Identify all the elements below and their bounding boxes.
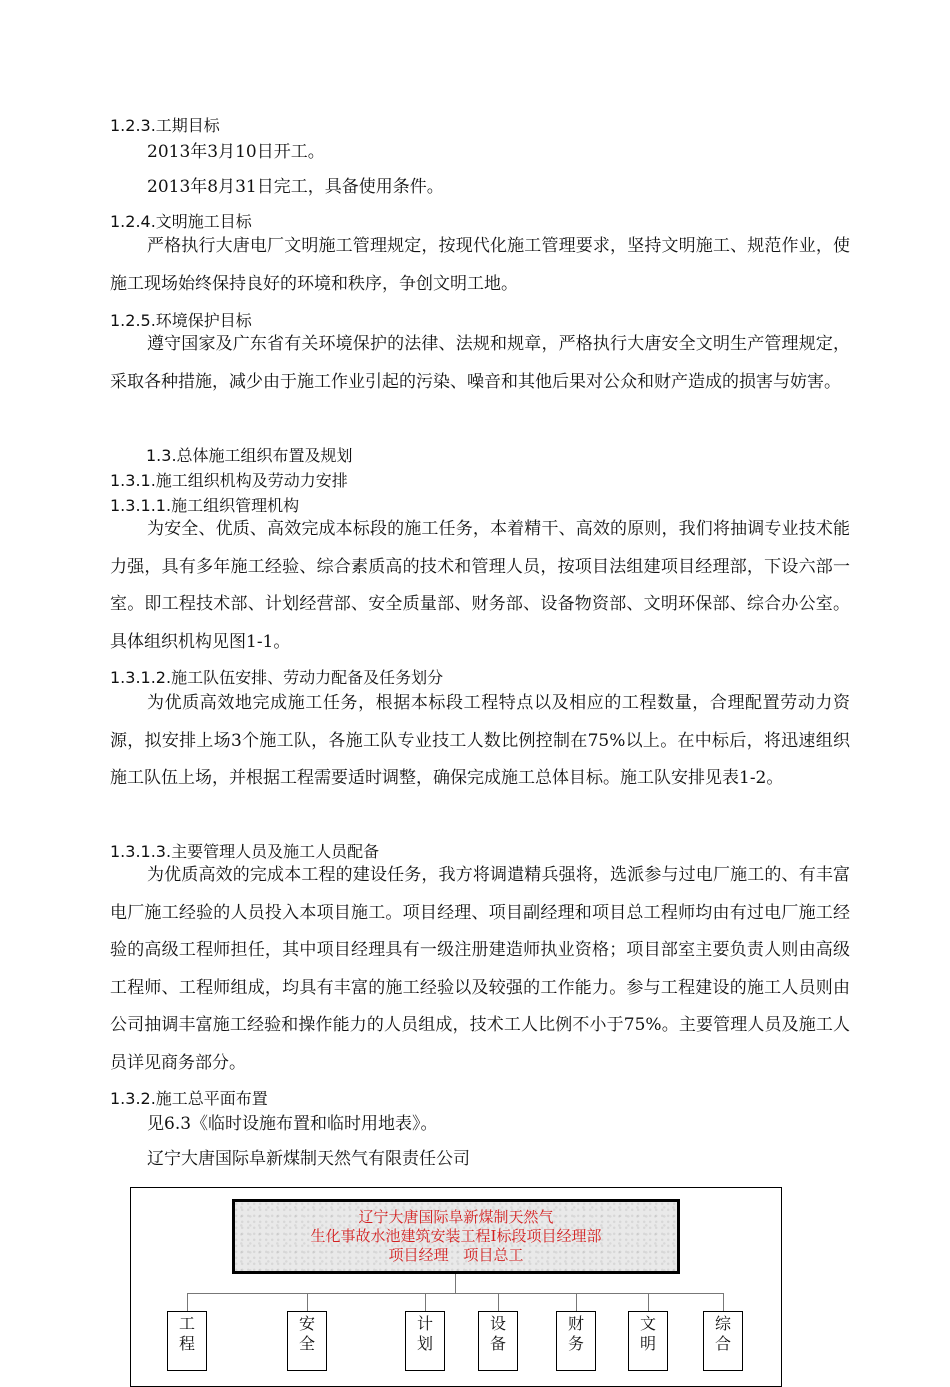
heading-1-3: 1.3.总体施工组织布置及规划 — [146, 446, 353, 465]
project-department-line1: 辽宁大唐国际阜新煤制天然气 — [358, 1208, 554, 1226]
org-chart-trunk-line — [455, 1274, 456, 1294]
dept-connector — [498, 1293, 499, 1311]
org-chart-branch-line — [187, 1293, 724, 1294]
dept-connector — [576, 1293, 577, 1311]
end-date-text: 2013年8月31日完工，具备使用条件。 — [147, 177, 444, 197]
heading-1-3-2: 1.3.2.施工总平面布置 — [110, 1089, 268, 1108]
heading-1-3-1-1: 1.3.1.1.施工组织管理机构 — [110, 496, 300, 515]
dept-box-general: 综合 — [703, 1311, 743, 1371]
dept-box-equipment: 设备 — [478, 1311, 518, 1371]
project-department-line3: 项目经理 项目总工 — [388, 1246, 524, 1264]
team-arrangement-paragraph: 为优质高效地完成施工任务，根据本标段工程特点以及相应的工程数量，合理配置劳动力资源，拟安排上场3个施工队，各施工队专业技工人数比例控制在75%以上。在中标后，将迅速组织施工队伍上场，并根据工程需要适时调整，确保完成施工总体目标。施工队安排见表1-2。 — [110, 693, 850, 788]
company-name-text: 辽宁大唐国际阜新煤制天然气有限责任公司 — [147, 1149, 470, 1169]
civilized-construction-paragraph: 严格执行大唐电厂文明施工管理规定，按现代化施工管理要求，坚持文明施工、规范作业，使施工现场始终保持良好的环境和秩序，争创文明工地。 — [110, 236, 850, 294]
dept-box-planning: 计划 — [405, 1311, 445, 1371]
project-department-line2: 生化事故水池建筑安装工程Ⅰ标段项目经理部 — [310, 1227, 602, 1245]
heading-1-2-3: 1.2.3.工期目标 — [110, 116, 220, 135]
start-date-text: 2013年3月10日开工。 — [147, 142, 325, 162]
heading-1-2-4: 1.2.4.文明施工目标 — [110, 212, 252, 231]
management-organization-paragraph: 为安全、优质、高效完成本标段的施工任务，本着精干、高效的原则，我们将抽调专业技术能力强，具有多年施工经验、综合素质高的技术和管理人员，按项目法组建项目经理部，下设六部一室。即工程技术部、计划经营部、安全质量部、财务部、设备物资部、文明环保部、综合办公室。具体组织机构见图1-1。 — [110, 519, 850, 652]
heading-1-3-1-2: 1.3.1.2.施工队伍安排、劳动力配备及任务划分 — [110, 668, 444, 687]
environmental-protection-paragraph: 遵守国家及广东省有关环境保护的法律、法规和规章，严格执行大唐安全文明生产管理规定，采取各种措施，减少由于施工作业引起的污染、噪音和其他后果对公众和财产造成的损害与妨害。 — [110, 334, 850, 392]
heading-1-3-1-3: 1.3.1.3.主要管理人员及施工人员配备 — [110, 842, 380, 861]
dept-connector — [187, 1293, 188, 1311]
heading-1-2-5: 1.2.5.环境保护目标 — [110, 311, 252, 330]
dept-box-safety: 安全 — [287, 1311, 327, 1371]
dept-connector — [307, 1293, 308, 1311]
dept-connector — [723, 1293, 724, 1311]
dept-box-civilized: 文明 — [628, 1311, 668, 1371]
layout-reference-text: 见6.3《临时设施布置和临时用地表》。 — [147, 1114, 438, 1134]
dept-connector — [425, 1293, 426, 1311]
dept-box-finance: 财务 — [556, 1311, 596, 1371]
staffing-paragraph: 为优质高效的完成本工程的建设任务，我方将调遣精兵强将，选派参与过电厂施工的、有丰富电厂施工经验的人员投入本项目施工。项目经理、项目副经理和项目总工程师均由有过电厂施工经验的高级工程师担任，其中项目经理具有一级注册建造师执业资格；项目部室主要负责人则由高级工程师、工程师组成，均具有丰富的施工经验以及较强的工作能力。参与工程建设的施工人员则由公司抽调丰富施工经验和操作能力的人员组成，技术工人比例不小于75%。主要管理人员及施工人员详见商务部分。 — [110, 865, 850, 1073]
dept-connector — [648, 1293, 649, 1311]
heading-1-3-1: 1.3.1.施工组织机构及劳动力安排 — [110, 471, 348, 490]
dept-box-engineering: 工程 — [167, 1311, 207, 1371]
project-department-box — [232, 1199, 680, 1274]
